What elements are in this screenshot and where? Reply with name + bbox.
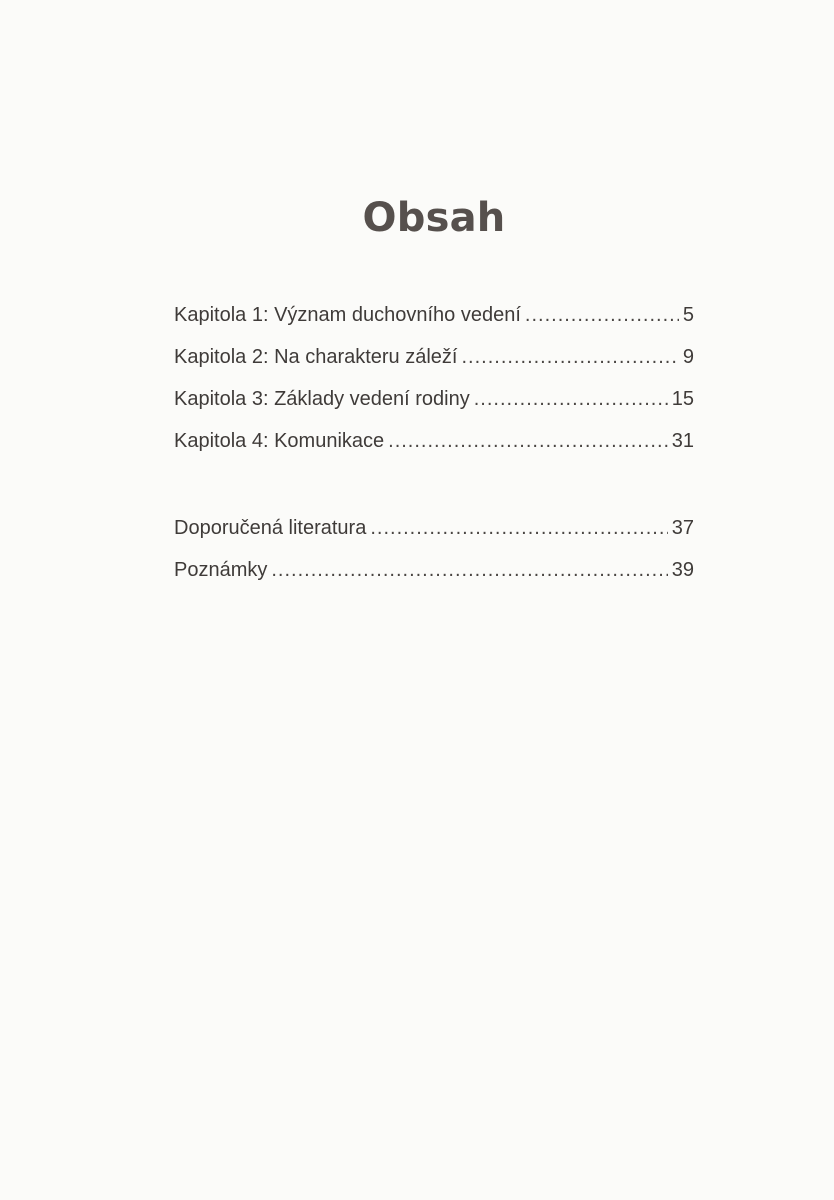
toc-entry-chapter-3[interactable] [174,388,694,430]
toc-leader-dots [271,559,667,582]
toc-leader-dots [370,517,667,540]
toc-entry-label: Kapitola 4: Komunikace [174,430,385,452]
toc-entry-recommended-literature[interactable] [174,517,694,559]
toc-entry-chapter-4[interactable] [174,430,694,472]
toc-entry-page-number: 31 [671,430,694,452]
toc-entry-page-number: 39 [671,559,694,581]
toc-entry-page-number: 37 [671,517,694,539]
toc-leader-dots [462,346,679,369]
toc-entry-page-number: 15 [671,388,694,410]
toc-leader-dots [474,388,668,411]
toc-entry-page-number: 5 [682,304,694,326]
toc-entry-page-number: 9 [682,346,694,368]
table-of-contents-extras [174,517,694,601]
toc-entry-label: Doporučená literatura [174,517,367,539]
toc-entry-label: Kapitola 1: Význam duchovního vedení [174,304,521,326]
page-title: Obsah [362,194,506,241]
toc-entry-label: Kapitola 3: Základy vedení rodiny [174,388,470,410]
toc-leader-dots [525,304,679,327]
toc-leader-dots [388,430,668,453]
toc-entry-chapter-1[interactable] [174,304,694,346]
toc-entry-label: Poznámky [174,559,268,581]
toc-entry-notes[interactable] [174,559,694,601]
toc-entry-chapter-2[interactable] [174,346,694,388]
toc-entry-label: Kapitola 2: Na charakteru záleží [174,346,458,368]
table-of-contents-chapters [174,304,694,472]
